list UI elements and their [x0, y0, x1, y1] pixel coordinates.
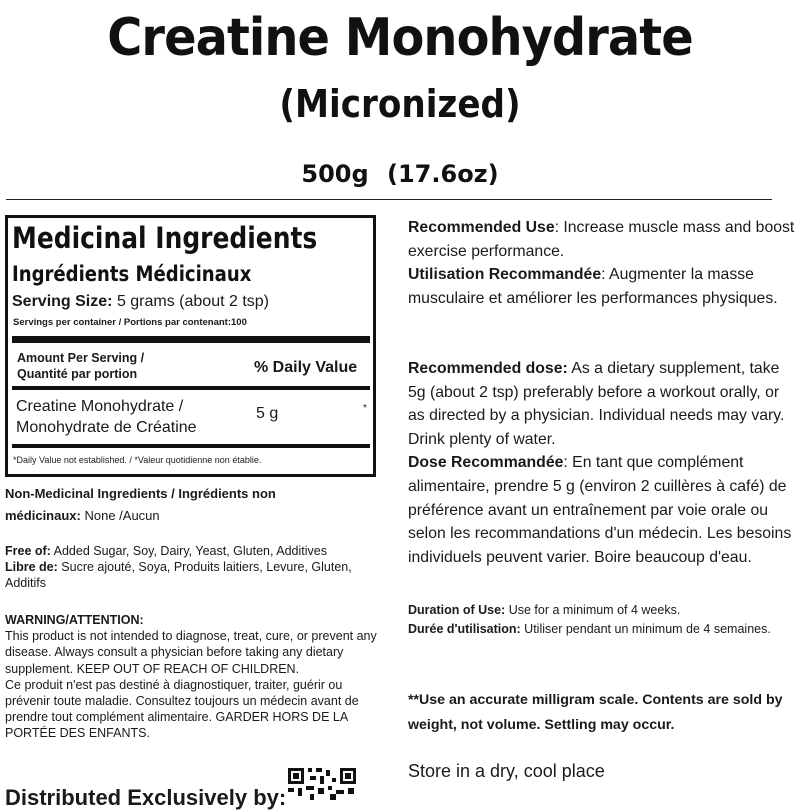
- daily-value-footnote: *Daily Value not established. / *Valeur quotidienne non établie.: [13, 455, 262, 465]
- free-of-en: [5, 543, 385, 559]
- recommended-use-label: Recommended Use: [408, 219, 555, 236]
- libre-de-label: Libre de:: [5, 560, 58, 574]
- duration-fr: [408, 620, 800, 639]
- amount-label-en: Amount Per Serving /: [17, 351, 145, 365]
- scale-note: **Use an accurate milligram scale. Contents are sold by weight, not volume. Settling may occur.: [408, 692, 783, 733]
- utilisation-label: Utilisation Recommandée: [408, 266, 602, 283]
- recommended-use: [408, 216, 800, 310]
- duration-label: Duration of Use:: [408, 603, 506, 617]
- net-weight: 500g (17.6oz): [301, 160, 499, 188]
- free-of-value: Added Sugar, Soy, Dairy, Yeast, Gluten, Additives: [53, 544, 327, 558]
- amount-label-fr: Quantité par portion: [17, 367, 138, 381]
- recommended-dose-en: [408, 357, 800, 451]
- panel-rule: [12, 386, 370, 390]
- amount-per-serving-label: [17, 350, 144, 382]
- recommended-dose-fr: [408, 451, 800, 569]
- qr-code: [286, 766, 358, 800]
- recommended-use-text: : Increase muscle mass and boost exercise performance.: [408, 219, 795, 260]
- duration-text: Use for a minimum of 4 weeks.: [505, 603, 681, 617]
- libre-de-fr: [5, 559, 385, 591]
- serving-size-value: 5 grams (about 2 tsp): [116, 293, 270, 310]
- non-medicinal-ingredients: [5, 483, 325, 527]
- panel-heading-fr: Ingrédients Médicinaux: [12, 262, 252, 286]
- ingredient-daily-value: *: [363, 403, 367, 414]
- ingredient-amount: 5 g: [256, 405, 279, 422]
- recommended-dose-text: As a dietary supplement, take 5g (about 2 tsp) preferably before a workout orally, or as directed by a physician. Individual needs may vary. Drink plenty of water.: [408, 360, 785, 448]
- duree-label: Durée d'utilisation:: [408, 621, 521, 636]
- warning-text-fr: Ce produit n'est pas destiné à diagnostiquer, traiter, guérir ou prévenir toute maladie. Consultez toujours un médecin avant de prendre tout complément alimentaire. GARDER HORS DE LA PORTÉE DES ENFANTS.: [5, 677, 359, 741]
- dose-recommandee-label: Dose Recommandée: [408, 454, 564, 472]
- storage-note: Store in a dry, cool place: [408, 761, 605, 781]
- warning-title: WARNING/ATTENTION:: [5, 613, 144, 627]
- product-subtitle: (Micronized): [279, 82, 521, 126]
- dose-recommandee-text: : En tant que complément alimentaire, prendre 5 g (environ 2 cuillères à café) de préférence avant un entraînement par voie orale ou selon les recommandations d'un médecin. Les besoins individuels peuvent varier. Boire beaucoup d'eau.: [408, 454, 792, 566]
- warning-text-en: This product is not intended to diagnose, treat, cure, or prevent any disease. Always consult a physician before taking any dietary supplement. KEEP OUT OF REACH OF CHILDREN.: [5, 629, 377, 676]
- ingredient-name-en: Creatine Monohydrate /: [16, 398, 184, 415]
- free-of-section: [5, 543, 385, 591]
- duration-en: [408, 601, 800, 620]
- non-medicinal-label: Non-Medicinal Ingredients / Ingrédients non médicinaux:: [5, 486, 276, 523]
- serving-size-label: Serving Size:: [12, 293, 113, 310]
- warning-section: [5, 612, 385, 742]
- daily-value-label: % Daily Value: [254, 359, 358, 376]
- recommended-use-fr: [408, 263, 800, 310]
- distributor-label: Distributed Exclusively by:: [5, 785, 287, 810]
- non-medicinal-value: None /Aucun: [84, 508, 160, 523]
- ingredient-name-fr: Monohydrate de Créatine: [16, 419, 197, 436]
- product-title: Creatine Monohydrate: [107, 8, 693, 68]
- libre-de-value: Sucre ajouté, Soya, Produits laitiers, Levure, Gluten, Additifs: [5, 560, 352, 590]
- recommended-dose-label: Recommended dose:: [408, 360, 568, 377]
- utilisation-text: : Augmenter la masse musculaire et améliorer les performances physiques.: [408, 266, 778, 307]
- free-of-label: Free of:: [5, 544, 51, 558]
- recommended-use-en: [408, 216, 800, 263]
- serving-size: [12, 293, 269, 311]
- ingredient-name: [16, 396, 197, 438]
- panel-heading-en: Medicinal Ingredients: [12, 221, 318, 255]
- recommended-dose: [408, 357, 800, 569]
- duration-of-use: [408, 601, 800, 638]
- servings-per-container: Servings per container / Portions par contenant:100: [13, 317, 247, 328]
- panel-thick-rule: [12, 336, 370, 343]
- duree-text: Utiliser pendant un minimum de 4 semaines.: [520, 621, 771, 636]
- header-divider: [6, 199, 772, 200]
- panel-rule-bottom: [12, 444, 370, 448]
